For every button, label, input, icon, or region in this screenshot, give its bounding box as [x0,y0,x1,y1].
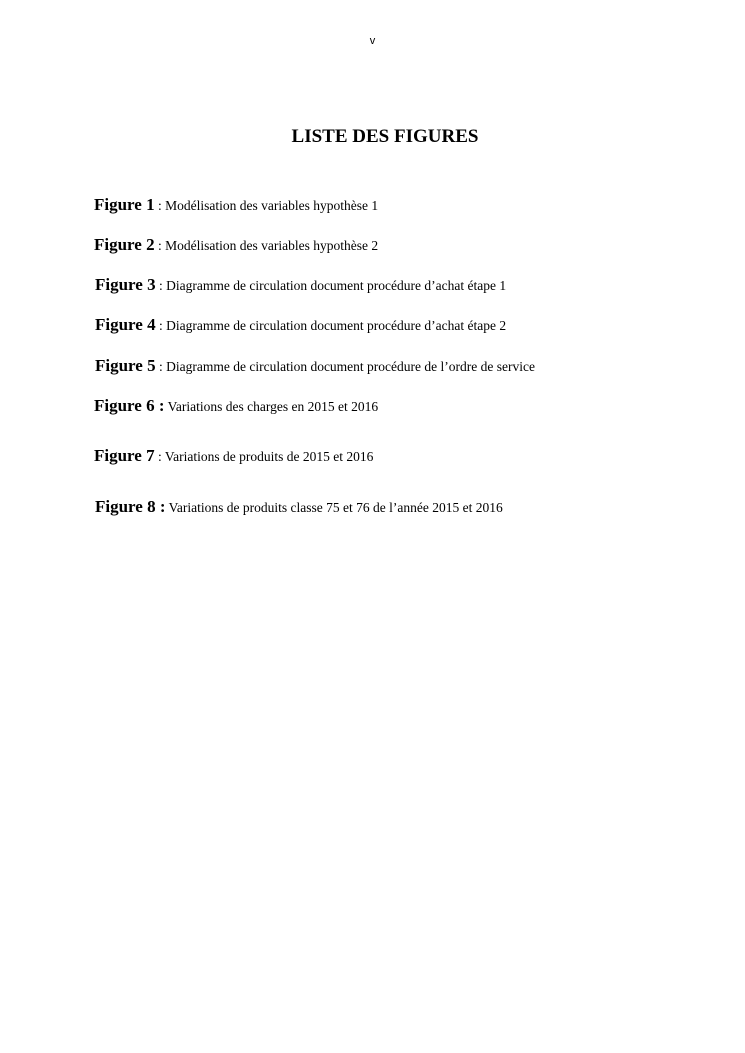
figure-caption: Modélisation des variables hypothèse 2 [165,238,379,253]
figure-label: Figure 1 [94,195,155,214]
figure-caption: Diagramme de circulation document procédure de l’ordre de service [166,359,535,374]
figure-separator: : [154,198,166,213]
figure-caption: Variations de produits classe 75 et 76 de l’année 2015 et 2016 [168,500,503,515]
page-number: v [369,35,376,47]
figure-caption: Variations de produits de 2015 et 2016 [164,449,374,464]
figure-separator: : [154,238,166,253]
figure-caption: Diagramme de circulation document procédure d’achat étape 1 [166,278,507,293]
figure-label: Figure 8 : [95,497,166,516]
figure-label: Figure 5 [95,356,156,375]
figure-caption: Diagramme de circulation document procédure d’achat étape 2 [166,318,507,333]
figure-list-item [95,275,506,296]
figure-list-item [94,446,373,467]
figure-label: Figure 2 [94,235,155,254]
figure-caption: Variations des charges en 2015 et 2016 [167,399,379,414]
figure-separator: : [155,359,167,374]
figure-list-item [94,195,378,216]
figure-list-item [95,497,503,518]
figure-separator: : [154,449,165,464]
figure-separator: : [155,318,167,333]
figure-caption: Modélisation des variables hypothèse 1 [165,198,379,213]
figure-label: Figure 4 [95,315,156,334]
figure-label: Figure 7 [94,446,155,465]
page-title: LISTE DES FIGURES [291,126,479,147]
figure-label: Figure 3 [95,275,156,294]
figure-list-item [95,315,506,336]
figure-label: Figure 6 : [94,396,165,415]
figure-list-item [95,356,535,377]
figure-list-item [94,235,378,256]
figure-separator: : [155,278,167,293]
figure-list-item [94,396,378,417]
